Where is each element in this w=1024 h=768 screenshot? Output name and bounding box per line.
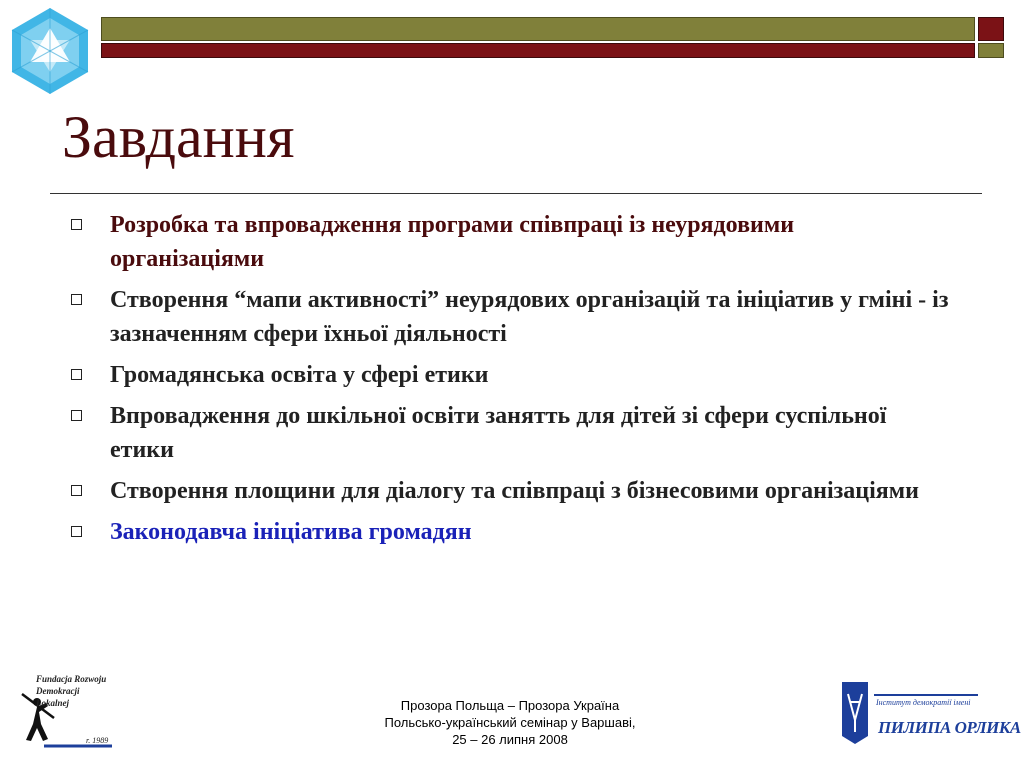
institute-name: ПИЛИПА ОРЛИКА — [878, 718, 1021, 737]
square-bullet-icon — [71, 485, 82, 496]
bullet-link-text[interactable]: Законодавча ініціатива громадян — [110, 519, 472, 545]
header-square-olive — [978, 43, 1004, 58]
hexagon-logo-icon — [8, 6, 92, 96]
header-bar-olive — [101, 17, 975, 41]
bullet-item — [70, 283, 950, 351]
header-bar-maroon — [101, 43, 975, 58]
bullet-item — [70, 399, 950, 467]
foundation-year: r. 1989 — [86, 736, 109, 745]
square-bullet-icon — [71, 526, 82, 537]
footer-line-1: Прозора Польща – Прозора Україна — [400, 698, 620, 713]
bullet-text: Громадянська освіта у сфері етики — [110, 362, 489, 388]
institute-tagline: Інститут демократії імені — [876, 698, 971, 707]
footer — [330, 697, 690, 748]
bullet-list — [70, 208, 950, 556]
bullet-text: Впровадження до шкільної освіти занятть для дітей зі сфери суспільної етики — [110, 403, 887, 463]
footer-line-3: 25 – 26 липня 2008 — [452, 732, 568, 747]
slide-title: Завдання — [62, 104, 295, 170]
square-bullet-icon — [71, 294, 82, 305]
foundation-name: Fundacja Rozwoju Demokracji Lokalnej — [36, 674, 107, 708]
bullet-text: Створення площини для діалогу та співпраці з бізнесовими організаціями — [110, 478, 919, 504]
bullet-item — [70, 474, 950, 508]
bullet-item — [70, 358, 950, 392]
footer-line-2: Польсько-український семінар у Варшаві, — [384, 715, 636, 730]
bullet-text: Розробка та впровадження програми співпраці із неурядовими організаціями — [110, 212, 795, 272]
header-square-maroon — [978, 17, 1004, 41]
bullet-item — [70, 208, 950, 276]
bullet-text: Створення “мапи активності” неурядових організацій та ініціатив у гміні - із зазначенням сфери їхньої діяльності — [110, 287, 949, 347]
title-divider — [50, 193, 982, 194]
square-bullet-icon — [71, 410, 82, 421]
square-bullet-icon — [71, 219, 82, 230]
square-bullet-icon — [71, 369, 82, 380]
bullet-item-link[interactable] — [70, 515, 950, 549]
